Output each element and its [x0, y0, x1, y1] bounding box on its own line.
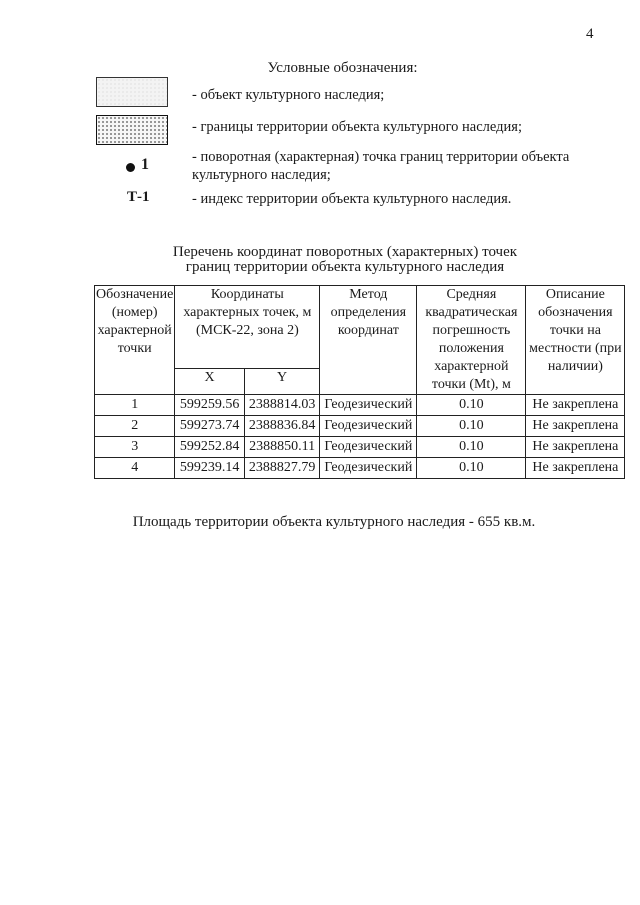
turning-point-symbol [126, 156, 149, 174]
cell-error: 0.10 [417, 395, 526, 416]
territory-index-symbol: Т-1 [127, 189, 150, 205]
heritage-object-symbol [96, 77, 168, 107]
cell-number: 2 [95, 416, 175, 437]
cell-method: Геодезический [320, 395, 417, 416]
cell-method: Геодезический [320, 458, 417, 479]
table-title-line1: Перечень координат поворотных (характерных) точек [172, 244, 518, 260]
cell-y: 2388850.11 [244, 437, 320, 458]
point-symbol-label: 1 [141, 156, 149, 173]
table-row [95, 458, 625, 479]
legend-item-turning-point: - поворотная (характерная) точка границ территории объекта культурного наследия; [192, 149, 570, 183]
cell-x: 599273.74 [175, 416, 244, 437]
header-number: Обозначение (номер) характерной точки [95, 286, 175, 395]
cell-description: Не закреплена [526, 395, 625, 416]
page-number: 4 [586, 26, 594, 42]
table-row [95, 437, 625, 458]
heritage-boundary-symbol [96, 115, 168, 145]
cell-x: 599239.14 [175, 458, 244, 479]
table-title-line2: границ территории объекта культурного наследия [185, 259, 505, 275]
cell-description: Не закреплена [526, 437, 625, 458]
cell-number: 4 [95, 458, 175, 479]
table-header-row [95, 286, 625, 369]
cell-x: 599259.56 [175, 395, 244, 416]
cell-method: Геодезический [320, 437, 417, 458]
coordinates-table [94, 285, 625, 479]
cell-number: 1 [95, 395, 175, 416]
header-method: Метод определения координат [320, 286, 417, 395]
header-coords: Координаты характерных точек, м (МСК-22, зона 2) [175, 286, 320, 369]
cell-number: 3 [95, 437, 175, 458]
table-title [0, 245, 640, 275]
table-row [95, 395, 625, 416]
legend-item-boundary: - границы территории объекта культурного наследия; [192, 119, 522, 135]
area-statement: Площадь территории объекта культурного наследия - 655 кв.м. [132, 514, 536, 530]
point-dot-icon [126, 163, 135, 172]
header-y: Y [244, 369, 320, 395]
cell-error: 0.10 [417, 458, 526, 479]
header-error: Средняя квадратическая погрешность положения характерной точки (Mt), м [417, 286, 526, 395]
cell-y: 2388827.79 [244, 458, 320, 479]
legend-item-index: - индекс территории объекта культурного наследия. [192, 191, 512, 207]
cell-method: Геодезический [320, 416, 417, 437]
legend-item-object: - объект культурного наследия; [192, 87, 385, 103]
cell-error: 0.10 [417, 416, 526, 437]
header-description: Описание обозначения точки на местности (при наличии) [526, 286, 625, 395]
legend-title: Условные обозначения: [267, 60, 418, 76]
cell-y: 2388814.03 [244, 395, 320, 416]
cell-error: 0.10 [417, 437, 526, 458]
cell-x: 599252.84 [175, 437, 244, 458]
header-x: X [175, 369, 244, 395]
cell-description: Не закреплена [526, 416, 625, 437]
table-row [95, 416, 625, 437]
cell-y: 2388836.84 [244, 416, 320, 437]
cell-description: Не закреплена [526, 458, 625, 479]
